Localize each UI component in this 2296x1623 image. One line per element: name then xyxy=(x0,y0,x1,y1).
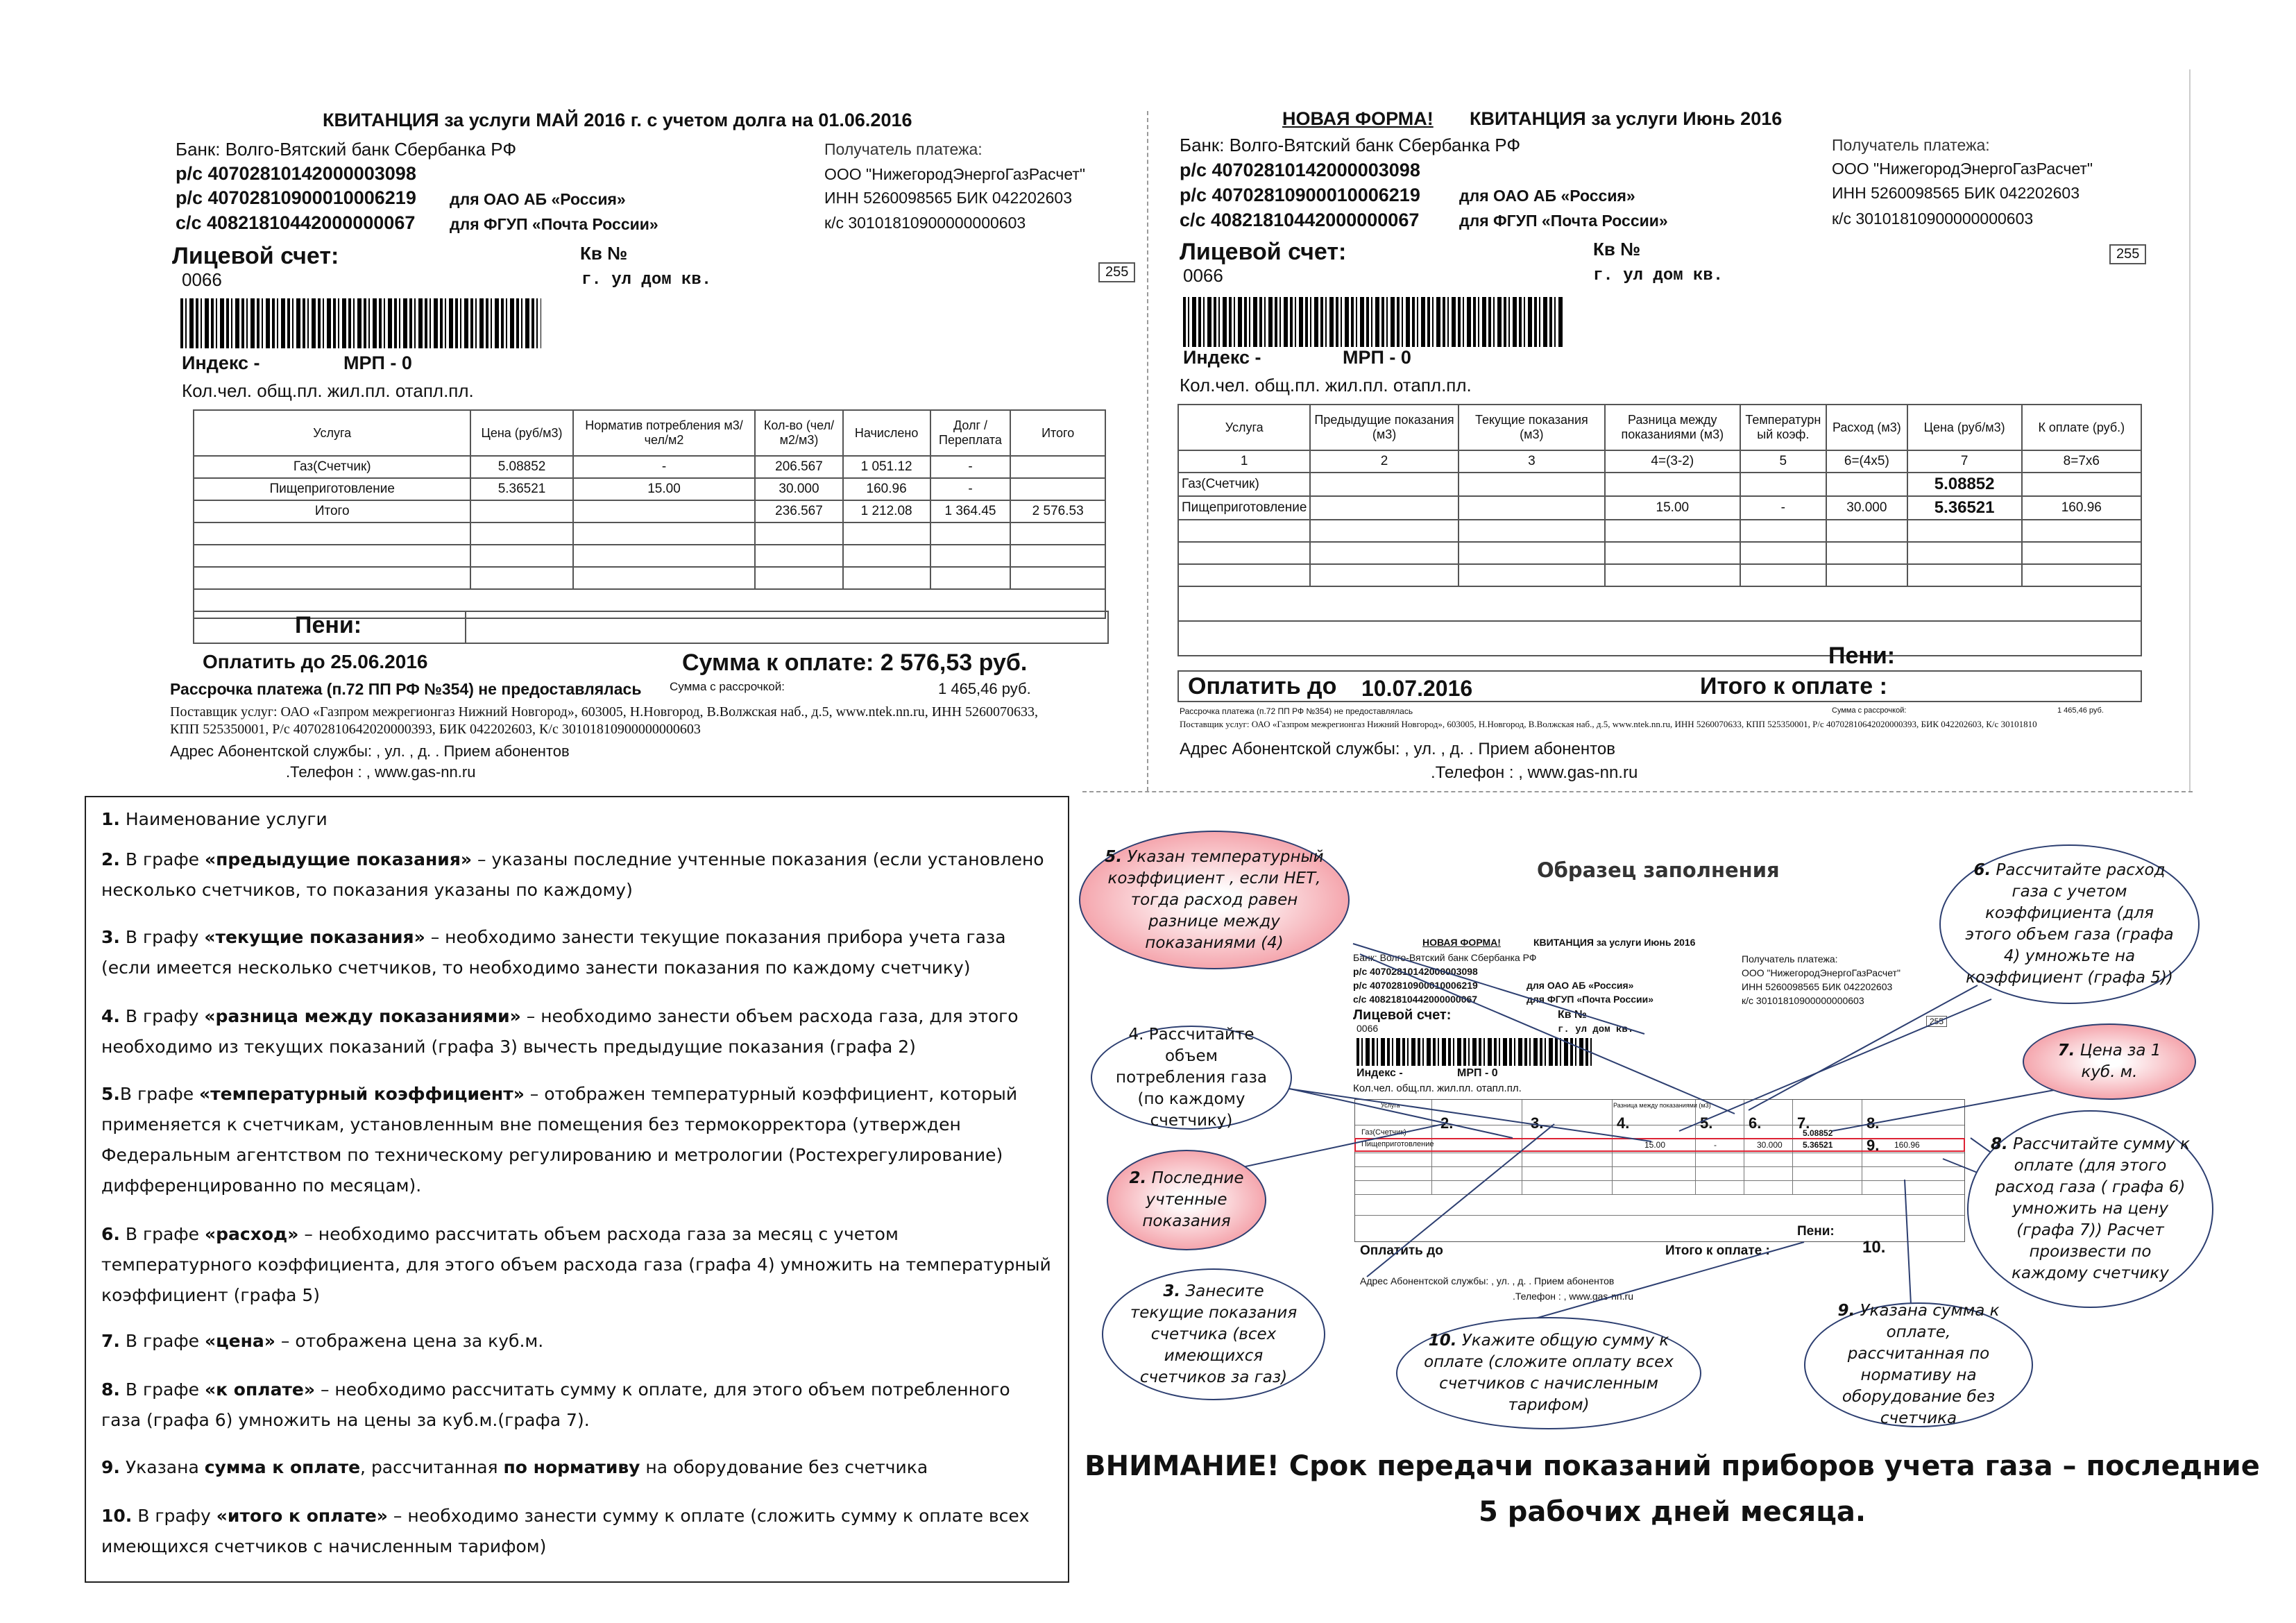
people-line: Кол.чел. общ.пл. жил.пл. отапл.пл. xyxy=(182,380,474,401)
recipient-inn: ИНН 5260098565 БИК 042202603 xyxy=(1832,184,2080,202)
instruction-8: 8. В графе «к оплате» – необходимо рассчитать сумму к оплате, для этого объем потребленного газа (графа 6) умножить на цены за куб.м.(графа 7). xyxy=(101,1379,1010,1430)
code-box: 255 xyxy=(2109,244,2146,264)
account-number: 0066 xyxy=(182,269,222,290)
address-line: г. ул дом кв. xyxy=(1593,266,1724,285)
sum-to-pay: Сумма к оплате: 2 576,53 руб. xyxy=(682,649,1028,676)
pay-until-date: 10.07.2016 xyxy=(1361,676,1473,701)
marker-9: 9. xyxy=(1866,1137,1880,1154)
cell: 2 576.53 xyxy=(1010,500,1105,522)
marker-7: 7. xyxy=(1797,1114,1810,1132)
sample-mrp: МРП - 0 xyxy=(1457,1067,1498,1079)
installment-note: Рассрочка платежа (п.72 ПП РФ №354) не предоставлялась xyxy=(170,680,642,698)
cell: 206.567 xyxy=(755,456,842,478)
recipient-ks: к/с 30101810900000000603 xyxy=(1832,210,2034,228)
sample-recipient-label: Получатель платежа: xyxy=(1742,953,1838,965)
cell: 5.08852 xyxy=(1907,473,2022,496)
cell: 160.96 xyxy=(843,478,930,500)
cell: Газ(Счетчик) xyxy=(194,456,470,478)
account-rs2-for: для ОАО АБ «Россия» xyxy=(450,190,626,208)
instruction-10: 10. В графу «итого к оплате» – необходимо занести сумму к оплате (сложить сумму к оплате всех имеющихся счетчиков с начисленным тарифом) xyxy=(101,1506,1030,1556)
recipient-ks: к/с 30101810900000000603 xyxy=(824,214,1026,232)
cell: Пищеприготовление xyxy=(194,478,470,500)
recipient-label: Получатель платежа: xyxy=(1832,136,1990,154)
account-rs2-for: для ОАО АБ «Россия» xyxy=(1459,187,1635,205)
sample-r2-exp: 30.000 xyxy=(1757,1140,1783,1150)
marker-4: 4. xyxy=(1617,1114,1630,1132)
recipient-label: Получатель платежа: xyxy=(824,140,983,158)
subscriber-address: Адрес Абонентской службы: , ул. , д. . Прием абонентов xyxy=(170,742,570,760)
callout-3: 3. Занесите текущие показания счетчика (всех имеющихся счетчиков за газ) xyxy=(1102,1268,1325,1400)
cell: 6=(4x5) xyxy=(1826,450,1907,473)
pay-until: Оплатить до 25.06.2016 xyxy=(203,651,428,672)
peni-label: Пени: xyxy=(295,612,362,638)
account-label: Лицевой счет: xyxy=(172,243,339,269)
header-cell: Долг / Переплата xyxy=(930,410,1011,456)
sample-account-number: 0066 xyxy=(1357,1023,1379,1034)
callout-4: 4. Рассчитайте объем потребления газа (по каждому счетчику) xyxy=(1091,1026,1292,1130)
installment-sum-label: Сумма с рассрочкой: xyxy=(670,680,785,693)
marker-6: 6. xyxy=(1749,1114,1762,1132)
instruction-1: 1. Наименование услуги xyxy=(101,809,328,829)
marker-3: 3. xyxy=(1531,1114,1544,1132)
sample-h1: Услуга xyxy=(1381,1102,1400,1109)
sample-r2-dash: - xyxy=(1714,1140,1717,1150)
marker-2: 2. xyxy=(1440,1114,1454,1132)
instruction-2: 2. В графе «предыдущие показания» – указаны последние учтенные показания (если установлено несколько счетчиков, то показания указаны по каждому) xyxy=(101,849,1044,900)
cell: 7 xyxy=(1907,450,2022,473)
cell: 1 212.08 xyxy=(843,500,930,522)
header-cell: Услуга xyxy=(1178,405,1310,450)
header-cell: Кол-во (чел/м2/м3) xyxy=(755,410,842,456)
header-cell: Услуга xyxy=(194,410,470,456)
header-cell: Цена (руб/м3) xyxy=(470,410,572,456)
sample-rs1: р/с 40702810142000003098 xyxy=(1353,966,1478,977)
cell: - xyxy=(1740,496,1827,520)
sample-ss-for: для ФГУП «Почта России» xyxy=(1527,994,1654,1005)
account-rs1: р/с 40702810142000003098 xyxy=(176,163,416,184)
mrp-label: МРП - 0 xyxy=(1343,347,1411,368)
header-cell: Норматив потребления м3/чел/м2 xyxy=(573,410,756,456)
sample-address: г. ул дом кв. xyxy=(1558,1024,1634,1035)
sample-recipient-ks: к/с 30101810900000000603 xyxy=(1742,995,1864,1006)
new-form-label: НОВАЯ ФОРМА! xyxy=(1282,108,1434,129)
sample-peni: Пени: xyxy=(1797,1224,1835,1239)
sample-new-form: НОВАЯ ФОРМА! xyxy=(1422,937,1501,948)
total-to-pay-label: Итого к оплате : xyxy=(1700,673,1887,699)
cell: 4=(3-2) xyxy=(1605,450,1740,473)
sample-r1: Газ(Счетчик) xyxy=(1361,1128,1406,1137)
installment-sum-label: Сумма с рассрочкой: xyxy=(1832,706,1907,715)
callout-2: 2. Последние учтенные показания xyxy=(1107,1150,1266,1250)
account-rs2: р/с 40702810900010006219 xyxy=(1180,185,1420,205)
mrp-label: МРП - 0 xyxy=(343,352,412,373)
cell: 5 xyxy=(1740,450,1827,473)
subscriber-address: Адрес Абонентской службы: , ул. , д. . Прием абонентов xyxy=(1180,740,1615,758)
header-cell: К оплате (руб.) xyxy=(2022,405,2141,450)
marker-5: 5. xyxy=(1700,1114,1713,1132)
cell: - xyxy=(930,456,1011,478)
sample-account-label: Лицевой счет: xyxy=(1353,1008,1452,1023)
header-cell: Текущие показания (м3) xyxy=(1459,405,1606,450)
account-ss-for: для ФГУП «Почта России» xyxy=(1459,212,1668,230)
header-cell: Разница между показаниями (м3) xyxy=(1605,405,1740,450)
callout-8: 8. Рассчитайте сумму к оплате (для этого расход газа ( графа 6) умножить на цену (графа 7)) Расчет произвести по каждому счетчику xyxy=(1967,1110,2213,1308)
sample-index: Индекс - xyxy=(1357,1067,1403,1079)
cell: 30.000 xyxy=(755,478,842,500)
sample-rs2-for: для ОАО АБ «Россия» xyxy=(1527,980,1634,991)
sample-phone: .Телефон : , www.gas-nn.ru xyxy=(1513,1291,1634,1302)
account-rs2: р/с 40702810900010006219 xyxy=(176,187,416,208)
instruction-9: 9. Указана сумма к оплате, рассчитанная по нормативу на оборудование без счетчика xyxy=(101,1457,928,1477)
kv-label: Кв № xyxy=(580,243,628,264)
recipient-name: ООО "НижегородЭнергоГазРасчет" xyxy=(824,165,1086,183)
sample-sum2: 160.96 xyxy=(1894,1140,1920,1150)
marker-10: 10. xyxy=(1862,1238,1886,1257)
cell: Газ(Счетчик) xyxy=(1178,473,1310,496)
installment-sum: 1 465,46 руб. xyxy=(938,680,1031,697)
header-cell: Температурн ый коэф. xyxy=(1740,405,1827,450)
sample-r2: Пищеприготовление xyxy=(1361,1140,1434,1148)
index-label: Индекс - xyxy=(182,352,260,373)
account-ss: с/с 40821810442000000067 xyxy=(176,212,416,233)
bank-name: Банк: Волго-Вятский банк Сбербанка РФ xyxy=(176,139,517,160)
account-number: 0066 xyxy=(1183,265,1223,286)
callout-6: 6. Рассчитайте расход газа с учетом коэффициента (для этого объем газа (графа 4) умножьте на коэффициент (графа 5)) xyxy=(1939,844,2200,1004)
installment-note: Рассрочка платежа (п.72 ПП РФ №354) не предоставлялась xyxy=(1180,706,1413,716)
cell: 1 364.45 xyxy=(930,500,1011,522)
sample-title-line: КВИТАНЦИЯ за услуги Июнь 2016 xyxy=(1533,937,1696,948)
bank-name: Банк: Волго-Вятский банк Сбербанка РФ xyxy=(1180,135,1521,155)
supplier-line-1: Поставщик услуг: ОАО «Газпром межрегионгаз Нижний Новгород», 603005, Н.Новгород, В.Волжская наб., д.5, www.ntek.nn.ru, ИНН 5260070633, xyxy=(170,704,1039,720)
cell: 30.000 xyxy=(1826,496,1907,520)
phone-line: .Телефон : , www.gas-nn.ru xyxy=(286,763,476,781)
sample-ss: с/с 40821810442000000067 xyxy=(1353,994,1478,1005)
cell: 1 xyxy=(1178,450,1310,473)
pay-until-label: Оплатить до xyxy=(1188,673,1337,699)
cell: 15.00 xyxy=(573,478,756,500)
sample-kv: Кв № xyxy=(1558,1009,1587,1021)
sample-rs2: р/с 40702810900010006219 xyxy=(1353,980,1478,991)
callout-5: 5. Указан температурный коэффициент , если НЕТ, тогда расход равен разнице между показаниями (4) xyxy=(1079,831,1350,969)
cell: 3 xyxy=(1459,450,1606,473)
cell: 160.96 xyxy=(2022,496,2141,520)
sample-recipient-inn: ИНН 5260098565 БИК 042202603 xyxy=(1742,981,1893,992)
cell: 1 051.12 xyxy=(843,456,930,478)
instruction-5: 5.В графе «температурный коэффициент» – отображен температурный коэффициент, который применяется к счетчикам, установленным вне помещения без термокорректора (утвержден Федеральным агентством по техническому регулированию и метрологии (Ростехрегулирование) дифференцированно по месяцам). xyxy=(101,1084,1018,1196)
deadline-warning: ВНИМАНИЕ! Срок передачи показаний приборов учета газа – последние 5 рабочих дней месяца. xyxy=(1085,1450,2260,1528)
cell: 5.36521 xyxy=(1907,496,2022,520)
cell: - xyxy=(930,478,1011,500)
marker-8: 8. xyxy=(1866,1114,1880,1132)
index-label: Индекс - xyxy=(1183,347,1261,368)
cell: 2 xyxy=(1310,450,1458,473)
receipt-title: КВИТАНЦИЯ за услуги МАЙ 2016 г. с учетом долга на 01.06.2016 xyxy=(323,110,912,130)
cell: 5.08852 xyxy=(470,456,572,478)
header-cell: Цена (руб/м3) xyxy=(1907,405,2022,450)
instruction-7: 7. В графе «цена» – отображена цена за куб.м. xyxy=(101,1331,544,1351)
instruction-4: 4. В графу «разница между показаниями» – необходимо занести объем расхода газа, для этого необходимо из текущих показаний (графа 3) вычесть предыдущие показания (графа 2) xyxy=(101,1006,1019,1057)
peni-label: Пени: xyxy=(1828,643,1896,669)
installment-sum: 1 465,46 руб. xyxy=(2057,706,2104,715)
account-ss: с/с 40821810442000000067 xyxy=(1180,210,1420,230)
instruction-6: 6. В графе «расход» – необходимо рассчитать объем расхода газа за месяц с учетом температурного коэффициента, для этого объем расхода газа (графа 4) умножить на температурный коэффициент (графа 5) xyxy=(101,1224,1051,1305)
sample-title: Образец заполнения xyxy=(1537,858,1780,882)
sample-box: 255 xyxy=(1926,1016,1947,1027)
cell: 8=7x6 xyxy=(2022,450,2141,473)
cell: Пищеприготовление xyxy=(1178,496,1310,520)
sample-price1: 5.08852 xyxy=(1803,1128,1833,1138)
account-rs1: р/с 40702810142000003098 xyxy=(1180,160,1420,180)
callout-10: 10. Укажите общую сумму к оплате (сложите оплату всех счетчиков с начисленным тарифом) xyxy=(1396,1317,1701,1429)
account-label: Лицевой счет: xyxy=(1180,239,1347,265)
sample-price2: 5.36521 xyxy=(1803,1140,1833,1150)
instruction-3: 3. В графу «текущие показания» – необходимо занести текущие показания прибора учета газа (если имеется несколько счетчиков, то необходимо занести показания по каждому счетчику) xyxy=(101,927,1006,978)
header-cell: Предыдущие показания (м3) xyxy=(1310,405,1458,450)
sample-h4: Разница между показаниями (м3) xyxy=(1613,1102,1711,1109)
supplier-line: Поставщик услуг: ОАО «Газпром межрегионгаз Нижний Новгород», 603005, Н.Новгород, В.Волжская наб., д.5, www.ntek.nn.ru, ИНН 5260070633, КПП 525350001, Р/с 40702810642020000393, БИК 042202603, К/с 30101810 xyxy=(1180,719,2037,729)
callout-7: 7. Цена за 1 куб. м. xyxy=(2023,1023,2196,1100)
people-line: Кол.чел. общ.пл. жил.пл. отапл.пл. xyxy=(1180,375,1472,396)
sample-people: Кол.чел. общ.пл. жил.пл. отапл.пл. xyxy=(1353,1082,1522,1094)
address-line: г. ул дом кв. xyxy=(581,271,712,289)
supplier-line-2: КПП 525350001, Р/с 40702810642020000393, БИК 042202603, К/с 30101810900000000603 xyxy=(170,722,701,737)
receipt-title: КВИТАНЦИЯ за услуги Июнь 2016 xyxy=(1470,108,1783,129)
kv-label: Кв № xyxy=(1593,239,1641,260)
callout-9: 9. Указана сумма к оплате, рассчитанная по нормативу на оборудование без счетчика xyxy=(1804,1302,2033,1427)
cell: 236.567 xyxy=(755,500,842,522)
code-box: 255 xyxy=(1098,262,1135,282)
sample-total: Итого к оплате : xyxy=(1665,1243,1770,1258)
header-cell: Расход (м3) xyxy=(1826,405,1907,450)
cell: 5.36521 xyxy=(470,478,572,500)
header-cell: Начислено xyxy=(843,410,930,456)
account-ss-for: для ФГУП «Почта России» xyxy=(450,215,658,233)
phone-line: .Телефон : , www.gas-nn.ru xyxy=(1431,763,1638,782)
sample-pay-until: Оплатить до xyxy=(1360,1243,1443,1258)
sample-r2-diff: 15.00 xyxy=(1644,1140,1666,1150)
cell: Итого xyxy=(194,500,470,522)
cell: - xyxy=(573,456,756,478)
cell: 15.00 xyxy=(1605,496,1740,520)
sample-subscriber: Адрес Абонентской службы: , ул. , д. . Прием абонентов xyxy=(1360,1275,1615,1286)
recipient-inn: ИНН 5260098565 БИК 042202603 xyxy=(824,189,1072,207)
sample-bank: Банк: Волго-Вятский банк Сбербанка РФ xyxy=(1353,952,1537,963)
recipient-name: ООО "НижегородЭнергоГазРасчет" xyxy=(1832,160,2093,178)
header-cell: Итого xyxy=(1010,410,1105,456)
sample-recipient-name: ООО "НижегородЭнергоГазРасчет" xyxy=(1742,967,1900,978)
